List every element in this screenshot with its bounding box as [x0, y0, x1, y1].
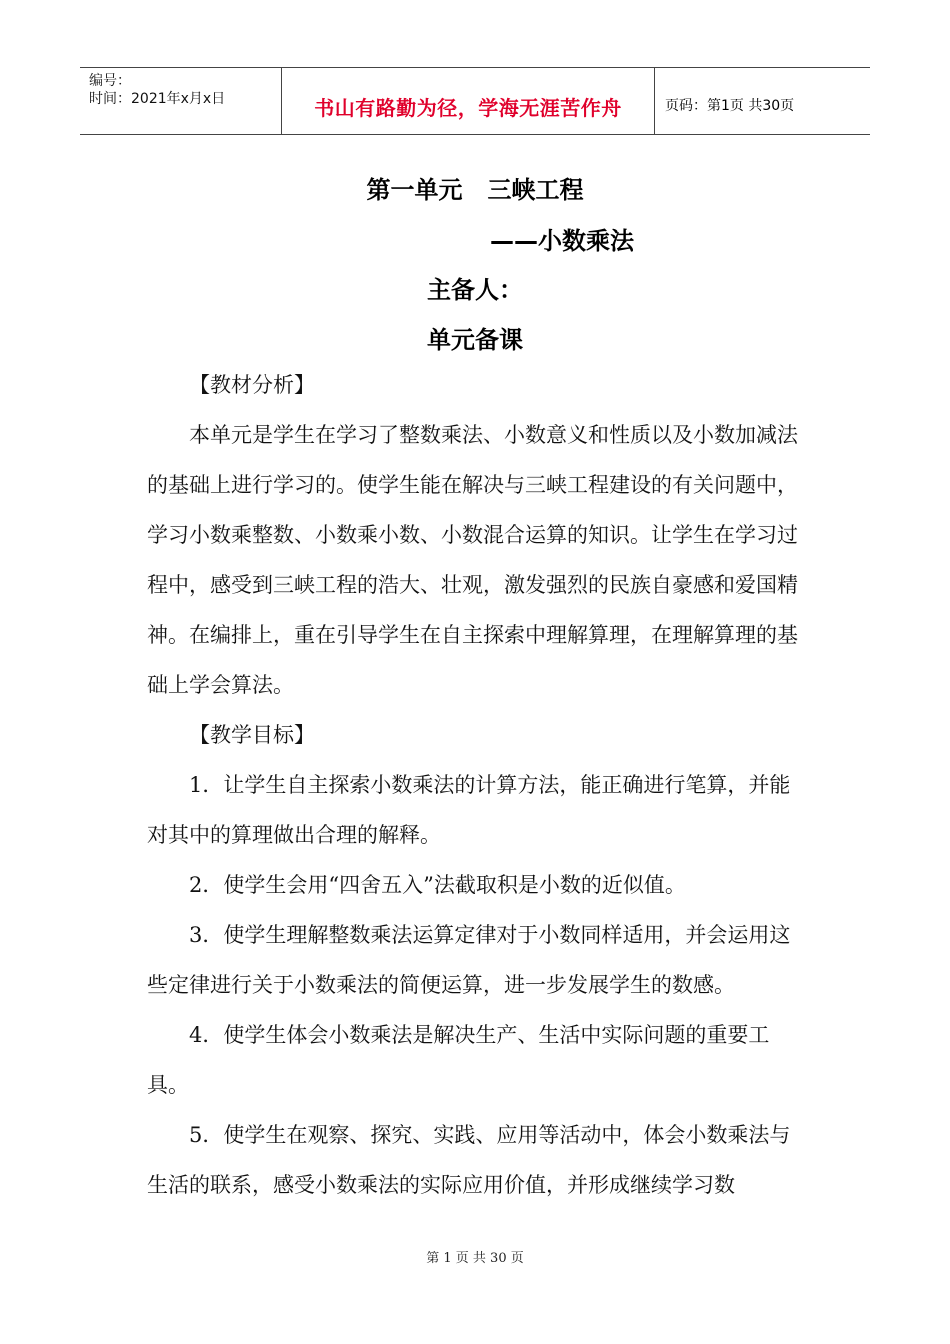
- goal-item-2: 2．使学生会用“四舍五入”法截取积是小数的近似值。: [189, 873, 686, 897]
- goal-item-1: 1．让学生自主探索小数乘法的计算方法，能正确进行笔算，并能对其中的算理做出合理的解释。: [147, 773, 791, 847]
- header-page-cell: [655, 68, 870, 134]
- page-footer: 第 1 页 共 30 页: [426, 1251, 524, 1266]
- header-meta-cell: [80, 68, 282, 134]
- time-label: 时间：2021年x月x日: [89, 91, 226, 107]
- analysis-heading: 【教材分析】: [189, 373, 315, 397]
- unit-title: 第一单元 三峡工程: [366, 176, 584, 204]
- unit-subtitle: ——小数乘法: [490, 227, 634, 255]
- section-title: 单元备课: [427, 326, 523, 354]
- preparer-label: 主备人：: [427, 276, 523, 304]
- analysis-paragraph: 本单元是学生在学习了整数乘法、小数意义和性质以及小数加减法的基础上进行学习的。使学生能在解决与三峡工程建设的有关问题中，学习小数乘整数、小数乘小数、小数混合运算的知识。让学生在学习过程中，感受到三峡工程的浩大、壮观，激发强烈的民族自豪感和爱国精神。在编排上，重在引导学生在自主探索中理解算理，在理解算理的基础上学会算法。: [147, 423, 798, 697]
- goal-item-3: 3．使学生理解整数乘法运算定律对于小数同样适用，并会运用这些定律进行关于小数乘法的简便运算，进一步发展学生的数感。: [147, 923, 791, 997]
- header-motto-cell: [282, 68, 655, 134]
- document-header: [80, 67, 870, 135]
- page-info: 页码：第1页 共30页: [665, 98, 795, 114]
- goals-heading: 【教学目标】: [189, 723, 315, 747]
- goal-item-4: 4．使学生体会小数乘法是解决生产、生活中实际问题的重要工具。: [147, 1023, 770, 1097]
- number-label: 编号：: [89, 73, 131, 89]
- motto-text: 书山有路勤为径，学海无涯苦作舟: [314, 96, 622, 120]
- document-body: [147, 360, 807, 1210]
- goal-item-5: 5．使学生在观察、探究、实践、应用等活动中，体会小数乘法与生活的联系，感受小数乘法的实际应用价值，并形成继续学习数: [147, 1123, 791, 1197]
